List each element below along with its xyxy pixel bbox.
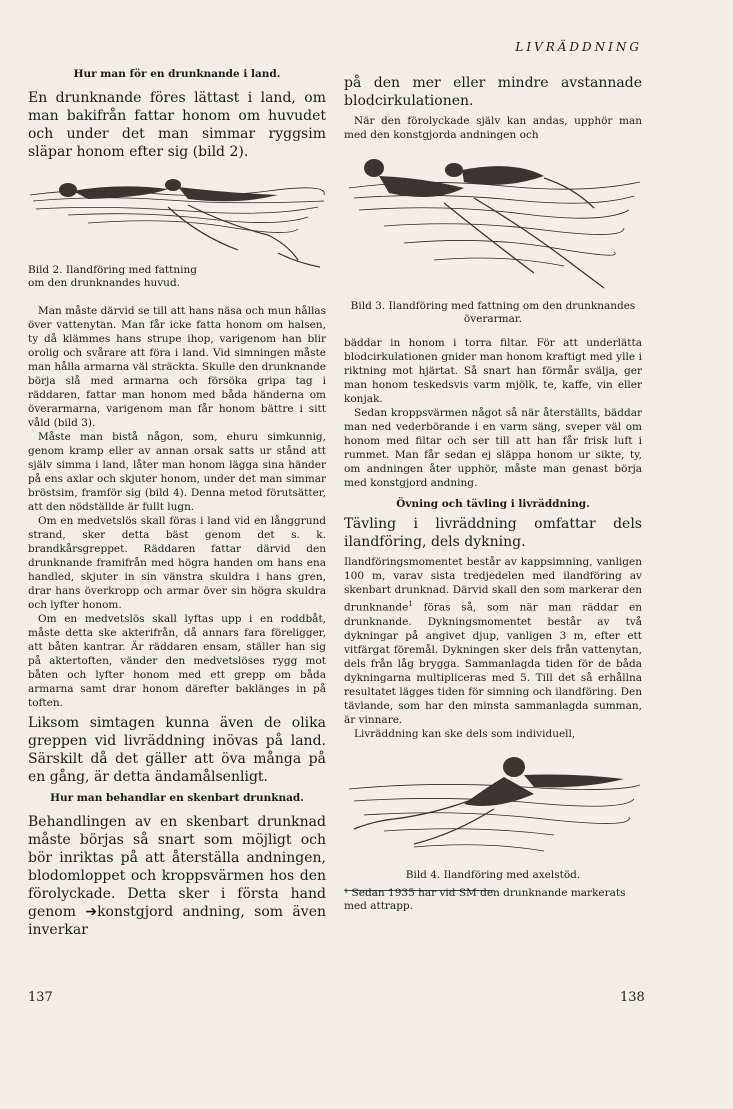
figure-2-caption: Bild 2. Ilandföring med fattning om den drunknandes huvud.	[28, 264, 197, 289]
lead-paragraph: på den mer eller mindre avstannade blodcirkulationen.	[344, 75, 642, 109]
lead-paragraph: Tävling i livräddning omfattar dels ilandföring, dels dykning.	[344, 516, 642, 550]
lead-paragraph: En drunknande föres lättast i land, om man bakifrån fattar honom om huvudet och under det man simmar ryggsim släpar honom efter sig (bild 2).	[28, 90, 326, 160]
paragraph: Om en medvetslös skall föras i land vid en långgrund strand, sker detta bäst genom det s. k. brandkårsgreppet. Räddaren fattar därvid den drunknande framifrån med högra handen om hans ena handled, skjuter in sin vänstra skuldra i hans gren, drar hans överkropp och armar över sin högra skuldra och lyfter honom.	[28, 515, 326, 611]
paragraph: Livräddning kan ske dels som individuell,	[354, 727, 576, 740]
page-number-left: 137	[28, 990, 53, 1005]
paragraph: Sedan kroppsvärmen något så när återställts, bäddar man ned vederbörande i en varm säng, sveper väl om honom med filtar och ser till att han får frisk luft i rummet. Man får sedan ej släppa honom ur sikte, ty, om andningen åter upphör, måste man genast börja med konstgjord andning.	[344, 407, 642, 489]
left-column	[28, 68, 326, 943]
illustration-swimmer-shoulder-support	[344, 749, 642, 869]
section-heading: Hur man behandlar en skenbart drunknad.	[50, 792, 304, 804]
running-head: LIVRÄDDNING	[515, 40, 642, 54]
footnote: ¹ Sedan 1935 har vid SM den drunknande markerats med attrapp.	[344, 886, 626, 912]
paragraph-text: Ilandföringsmomentet består av kappsimning, vanligen 100 m, varav sista tredjedelen med ilandföring av skenbart drunknad. Därvid skall den som markerar den drunknande	[344, 556, 642, 614]
paragraph: Måste man bistå någon, som, ehuru simkunnig, genom kramp eller av annan orsak satts ur stånd att själv simma i land, låter man honom lägga sina händer på ens axlar och skjuter honom, under det man simmar bröstsim, framför sig (bild 4). Denna metod förutsätter, att den nödställde är fullt lugn.	[28, 431, 326, 513]
paragraph: När den förolyckade själv kan andas, upphör man med den konstgjorda andningen och	[344, 115, 642, 141]
footnote-marker: 1	[408, 600, 413, 608]
right-column	[344, 68, 642, 913]
illustration-swimmer-head-carry	[28, 165, 326, 270]
lead-paragraph: Liksom simtagen kunna även de olika greppen vid livräddning inövas på land. Särskilt då det gäller att öva många på en gång, är detta ändamålsenligt.	[28, 715, 326, 785]
figure-2	[28, 165, 326, 290]
page-number-right: 138	[620, 990, 645, 1005]
figure-3-caption: Bild 3. Ilandföring med fattning om den drunknandes överarmar.	[350, 300, 636, 325]
paragraph: bäddar in honom i torra filtar. För att underlätta blodcirkulationen gnider man honom kraftigt med ylle i riktning mot hjärtat. Så snart han förmår svälja, ger man honom teskedsvis varm mjölk, te, kaffe, vin eller konjak.	[344, 337, 642, 405]
section-heading: Övning och tävling i livräddning.	[396, 498, 590, 510]
lead-paragraph: Behandlingen av en skenbart drunknad måste börjas så snart som möjligt och bör inriktas på att återställa andningen, blodomloppet och kroppsvärmen hos den förolyckade. Detta sker i första hand genom ➔konstgjord andning, som även inverkar	[28, 814, 326, 938]
paragraph-text: föras så, som när man räddar en drunknande. Dykningsmomentet består av två dykningar på angivet djup, vanligen 3 m, efter ett vitfärgat föremål. Dykningen sker dels från vattenytan, dels från låg brygga. Sammanlagda tiden för de båda dykningarna multipliceras med 5. Till det så erhållna resultatet lägges tiden för simning och ilandföring. Den tävlande, som har den minsta sammanlagda summan, är vinnare.	[344, 601, 642, 726]
paragraph: Om en medvetslös skall lyftas upp i en roddbåt, måste detta ske akterifrån, då annars fara föreligger, att båten kantrar. Är räddaren ensam, ställer han sig på aktertoften, vänder den medvetslöses rygg mot båten och lyfter honom med ett grepp om båda armarna samt drar honom därefter baklänges in på toften.	[28, 613, 326, 709]
paragraph: Man måste därvid se till att hans näsa och mun hållas över vattenytan. Man får icke fatta honom om halsen, ty då klämmes hans strupe ihop, varigenom han blir orolig och svårare att föra i land. Vid simningen måste man hålla armarna väl sträckta. Skulle den drunknande börja slå med armarna och försöka gripa tag i räddaren, fattar man honom med båda händerna om överarmarna, varigenom man får honom bättre i sitt våld (bild 3).	[28, 305, 326, 429]
illustration-swimmer-arm-carry	[344, 148, 642, 298]
figure-4-caption: Bild 4. Ilandföring med axelstöd.	[405, 868, 581, 881]
section-heading: Hur man för en drunknande i land.	[73, 68, 281, 80]
figure-3	[344, 148, 642, 326]
paragraph	[344, 555, 642, 727]
figure-4	[344, 749, 642, 882]
